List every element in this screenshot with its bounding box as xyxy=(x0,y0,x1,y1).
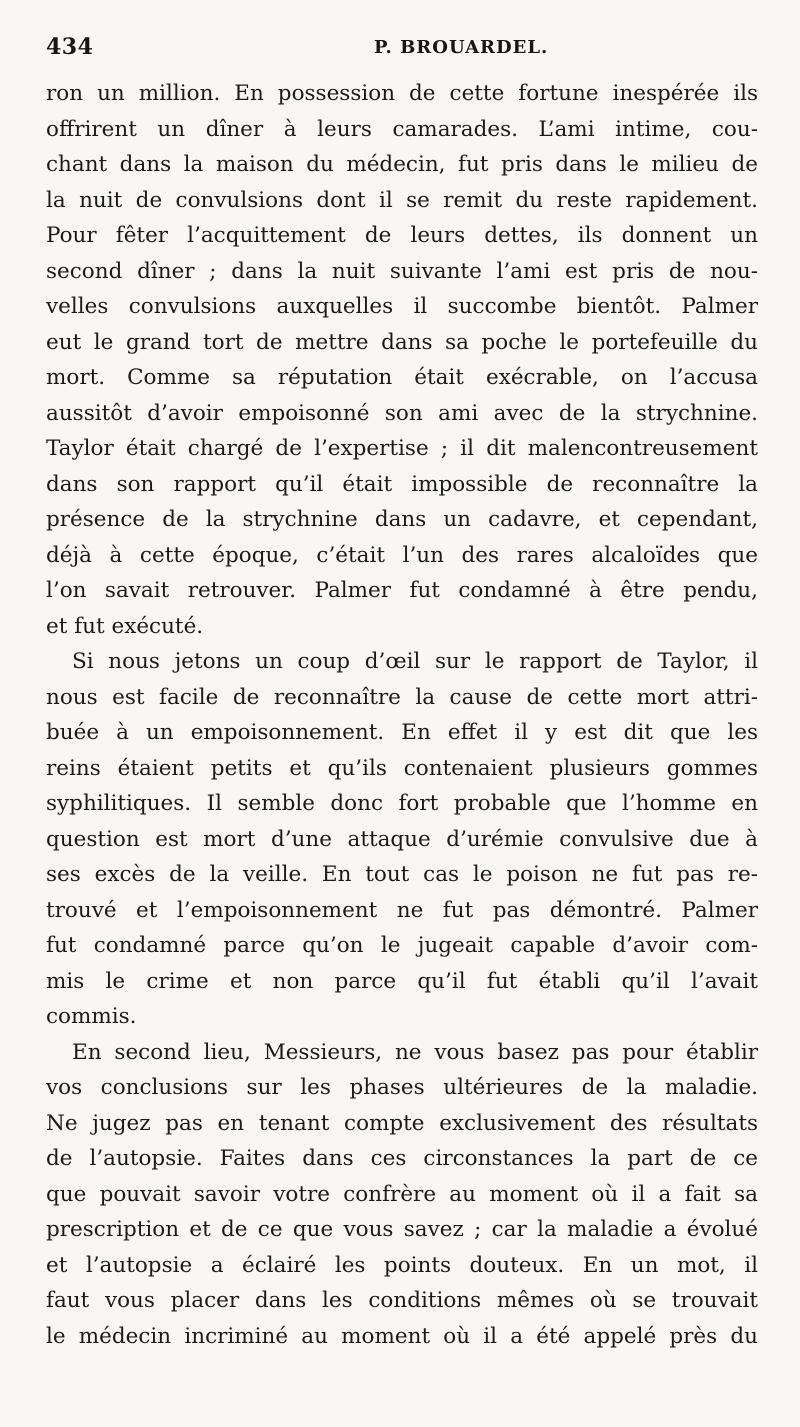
page-number: 434 xyxy=(46,34,94,60)
text-line: dans son rapport qu’il était impossible de reconnaître la xyxy=(46,471,758,497)
text-line: trouvé et l’empoisonnement ne fut pas démontré. Palmer xyxy=(46,897,758,923)
text-line: fut condamné parce qu’on le jugeait capable d’avoir com- xyxy=(46,933,758,958)
text-line: chant dans la maison du médecin, fut pris dans le milieu de xyxy=(46,152,758,177)
text-line: ron un million. En possession de cette fortune inespérée ils xyxy=(46,81,758,106)
text-line: En second lieu, Messieurs, ne vous basez pas pour établir xyxy=(72,1039,758,1065)
text-line: velles convulsions auxquelles il succombe bientôt. Palmer xyxy=(46,294,758,319)
text-line: buée à un empoisonnement. En effet il y est dit que les xyxy=(46,720,758,745)
text-line: et fut exécuté. xyxy=(46,613,204,639)
text-line: second dîner ; dans la nuit suivante l’ami est pris de nou- xyxy=(46,258,758,284)
text-line: l’on savait retrouver. Palmer fut condamné à être pendu, xyxy=(46,578,758,603)
text-line: Si nous jetons un coup d’œil sur le rapport de Taylor, il xyxy=(72,649,758,674)
text-line: prescription et de ce que vous savez ; car la maladie a évolué xyxy=(46,1217,758,1242)
text-line: offrirent un dîner à leurs camarades. L’ami intime, cou- xyxy=(46,116,758,142)
text-line: vos conclusions sur les phases ultérieures de la maladie. xyxy=(46,1075,758,1100)
text-line: eut le grand tort de mettre dans sa poche le portefeuille du xyxy=(46,329,758,355)
text-line: commis. xyxy=(46,1004,137,1029)
text-line: déjà à cette époque, c’était l’un des rares alcaloïdes que xyxy=(46,542,758,568)
text-line: le médecin incriminé au moment où il a été appelé près du xyxy=(46,1323,758,1349)
body-text xyxy=(46,76,758,1354)
text-line: mis le crime et non parce qu’il fut établi qu’il l’avait xyxy=(46,968,758,994)
text-line: question est mort d’une attaque d’urémie convulsive due à xyxy=(46,826,758,852)
text-line: que pouvait savoir votre confrère au moment où il a fait sa xyxy=(46,1181,758,1207)
text-line: Ne jugez pas en tenant compte exclusivement des résultats xyxy=(46,1110,758,1136)
text-line: aussitôt d’avoir empoisonné son ami avec de la strychnine. xyxy=(46,400,758,426)
text-line: présence de la strychnine dans un cadavre, et cependant, xyxy=(46,507,758,532)
text-line: faut vous placer dans les conditions mêmes où se trouvait xyxy=(46,1288,758,1313)
text-line: mort. Comme sa réputation était exécrable, on l’accusa xyxy=(46,365,758,390)
text-line: Taylor était chargé de l’expertise ; il dit malencontreusement xyxy=(46,436,758,461)
text-line: et l’autopsie a éclairé les points douteux. En un mot, il xyxy=(46,1252,758,1278)
running-head: P. BROUARDEL. xyxy=(374,37,549,58)
text-line: reins étaient petits et qu’ils contenaient plusieurs gommes xyxy=(46,755,758,781)
text-line: ses excès de la veille. En tout cas le poison ne fut pas re- xyxy=(46,862,758,887)
text-line: Pour fêter l’acquittement de leurs dettes, ils donnent un xyxy=(46,223,758,248)
text-line: la nuit de convulsions dont il se remit du reste rapidement. xyxy=(46,187,758,213)
text-line: nous est facile de reconnaître la cause de cette mort attri- xyxy=(46,684,758,710)
text-line: de l’autopsie. Faites dans ces circonstances la part de ce xyxy=(46,1146,758,1171)
page-header xyxy=(44,34,756,68)
text-line: syphilitiques. Il semble donc fort probable que l’homme en xyxy=(46,791,758,816)
